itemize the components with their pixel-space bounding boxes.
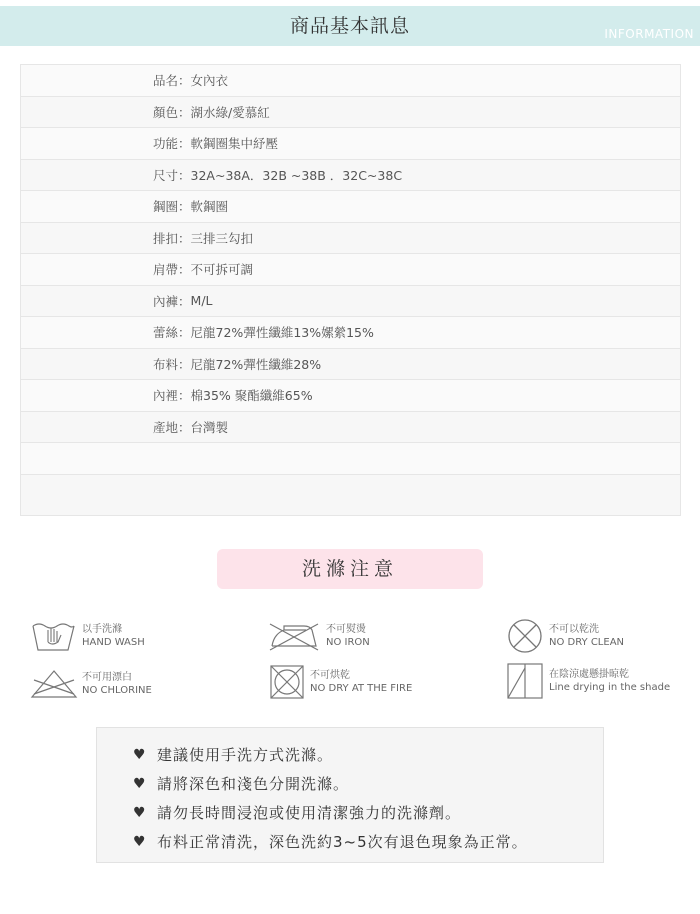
info-row (21, 254, 680, 286)
heart-icon: ♥ (133, 775, 147, 792)
info-separator: ： (178, 167, 191, 183)
line-dry-shade-icon (505, 662, 545, 700)
info-label: 尺寸 (153, 167, 179, 183)
info-separator: ： (178, 199, 191, 215)
no-iron-icon (266, 620, 322, 652)
info-row (21, 65, 680, 97)
care-line-dry-shade-zh: 在陰涼處懸掛晾乾 (549, 669, 629, 680)
info-label: 內褲 (153, 293, 179, 309)
care-no-iron-zh: 不可熨燙 (326, 624, 366, 635)
info-separator: ： (178, 136, 191, 152)
info-value: 台灣製 (190, 419, 229, 435)
info-row (21, 128, 680, 160)
care-no-dry-clean-zh: 不可以乾洗 (549, 624, 599, 635)
info-separator: ： (178, 230, 191, 246)
care-no-dry-clean (505, 618, 624, 654)
info-row (21, 286, 680, 318)
care-hand-wash-zh: 以手洗滌 (82, 624, 122, 635)
info-value: 三排三勾扣 (190, 230, 254, 246)
info-separator: ： (178, 388, 191, 404)
info-value: 女內衣 (190, 73, 229, 89)
note-item (133, 827, 603, 856)
heart-icon: ♥ (133, 746, 147, 763)
info-value: 尼龍72%彈性纖維28% (190, 356, 322, 372)
info-label: 功能 (153, 136, 179, 152)
heart-icon: ♥ (133, 833, 147, 850)
care-hand-wash (30, 620, 145, 652)
info-row (21, 412, 680, 444)
care-no-dry-clean-en: NO DRY CLEAN (549, 637, 625, 648)
info-row (21, 317, 680, 349)
note-text: 請勿長時間浸泡或使用清潔強力的洗滌劑。 (157, 804, 462, 822)
info-value: 湖水綠/愛慕紅 (190, 104, 270, 120)
info-label: 品名 (153, 73, 179, 89)
care-no-tumble-dry-en: NO DRY AT THE FIRE (310, 683, 413, 694)
care-no-bleach-en: NO CHLORINE (82, 685, 152, 696)
note-text: 布料正常清洗，深色洗約3~5次有退色現象為正常。 (157, 833, 528, 851)
info-separator: ： (178, 73, 191, 89)
info-label: 產地 (153, 419, 179, 435)
info-value: 不可拆可調 (190, 262, 254, 278)
info-row (21, 191, 680, 223)
care-hand-wash-en: HAND WASH (82, 637, 145, 648)
info-separator: ： (178, 419, 191, 435)
care-no-bleach (30, 668, 152, 700)
info-row (21, 475, 680, 507)
info-separator: ： (178, 104, 191, 120)
care-no-iron-en: NO IRON (326, 637, 370, 648)
info-separator: ： (178, 262, 191, 278)
info-label: 鋼圈 (153, 199, 179, 215)
care-no-tumble-dry (268, 664, 412, 700)
wash-title: 洗滌注意 (217, 549, 483, 589)
info-label: 肩帶 (153, 262, 179, 278)
care-line-dry-shade-en: Line drying in the shade (549, 682, 671, 693)
info-row (21, 443, 680, 475)
info-value: 軟鋼圈 (190, 199, 229, 215)
info-row (21, 97, 680, 129)
info-row (21, 380, 680, 412)
info-value: 軟鋼圈集中紓壓 (190, 136, 279, 152)
info-row (21, 160, 680, 192)
no-bleach-icon (30, 668, 78, 700)
info-separator: ： (178, 356, 191, 372)
no-dry-clean-icon (505, 618, 545, 654)
note-item (133, 740, 603, 769)
heart-icon: ♥ (133, 804, 147, 821)
product-info-table (20, 64, 681, 516)
note-text: 請將深色和淺色分開洗滌。 (157, 775, 350, 793)
hand-wash-icon (30, 620, 78, 652)
care-line-dry-shade (505, 662, 670, 700)
info-value: 尼龍72%彈性纖維13%嫘縈15% (190, 325, 374, 341)
info-label: 布料 (153, 356, 179, 372)
care-no-iron (266, 620, 370, 652)
info-label: 排扣 (153, 230, 179, 246)
info-header (0, 6, 700, 46)
info-separator: ： (178, 293, 191, 309)
note-item (133, 769, 603, 798)
header-title: 商品基本訊息 (289, 15, 410, 37)
note-item (133, 798, 603, 827)
no-tumble-dry-icon (268, 664, 306, 700)
note-text: 建議使用手洗方式洗滌。 (157, 746, 334, 764)
info-value: M/L (190, 293, 213, 309)
info-label: 顏色 (153, 104, 179, 120)
info-row (21, 349, 680, 381)
info-value: 32A~38A．32B ~38B ．32C~38C (190, 167, 403, 183)
header-subtitle: INFORMATION (604, 27, 694, 41)
wash-notes-box (96, 727, 604, 863)
info-label: 內裡 (153, 388, 179, 404)
care-no-bleach-zh: 不可用漂白 (82, 672, 132, 683)
info-value: 棉35% 聚酯纖維65% (190, 388, 313, 404)
care-no-tumble-dry-zh: 不可烘乾 (310, 670, 350, 681)
info-separator: ： (178, 325, 191, 341)
info-row (21, 223, 680, 255)
info-label: 蕾絲 (153, 325, 179, 341)
